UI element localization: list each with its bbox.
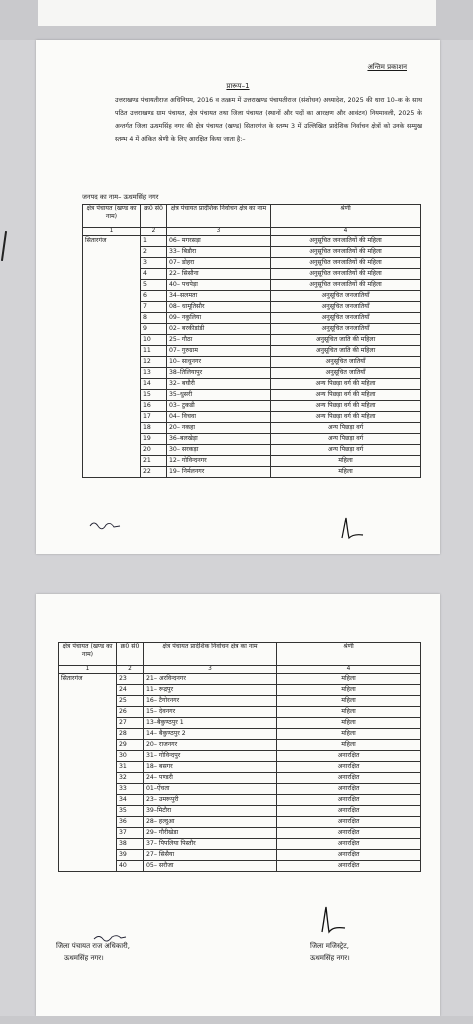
block-cell	[83, 357, 141, 368]
category-cell: अनुसूचित जनजातियाँ	[271, 324, 421, 335]
table-row	[83, 456, 421, 467]
serial-cell: 11	[141, 346, 167, 357]
constituency-cell: 23– उमरूपुरी	[144, 795, 277, 806]
constituency-cell: 07– डोहरा	[167, 258, 271, 269]
constituency-cell: 25– गौठा	[167, 335, 271, 346]
category-cell: अनुसूचित जनजातियों की महिला	[271, 236, 421, 247]
dm-location: ऊधमसिंह नगर।	[310, 954, 350, 962]
table-row	[83, 445, 421, 456]
notification-paragraph: उत्तराखण्ड पंचायतीराज अधिनियम, 2016 व तत्क्रम में उत्तराखण्ड पंचायतीराज (संशोधन) अध्यादेश, 2025 की धारा 10–क के साथ पठित उत्तराखण्ड ग्राम पंचायत, क्षेत्र पंचायत तथा जिला पंचायत (स्थानों और पदों का आरक्षण और आवंटन) नियमावली, 2025 के अन्तर्गत जिला ऊधमसिंह नगर की क्षेत्र पंचायत (खण्ड) सितारगंज के स्तम्भ 3 में उल्लिखित प्रादेशिक निर्वाचन क्षेत्रों को उनके सम्मुख स्तम्भ 4 में अंकित श्रेणी के लिए आरक्षित किया जाता है:–	[115, 97, 422, 143]
pdr-location: ऊधमसिंह नगर।	[64, 954, 104, 962]
header-category: श्रेणी	[271, 205, 421, 228]
block-cell	[59, 729, 117, 740]
header-block-name: क्षेत्र पंचायत (खण्ड का नाम)	[83, 205, 141, 228]
table-row	[59, 674, 421, 685]
block-cell	[59, 839, 117, 850]
column-number: 2	[117, 666, 144, 674]
block-cell	[59, 795, 117, 806]
table-row	[83, 280, 421, 291]
column-number: 3	[167, 228, 271, 236]
table-row	[59, 707, 421, 718]
serial-cell: 5	[141, 280, 167, 291]
block-cell	[59, 696, 117, 707]
block-cell	[59, 861, 117, 872]
category-cell: अन्य पिछड़ा वर्ग की महिला	[271, 412, 421, 423]
table-row	[83, 412, 421, 423]
serial-cell: 13	[141, 368, 167, 379]
block-cell	[83, 346, 141, 357]
reservation-table-2	[58, 642, 421, 872]
category-cell: अनारक्षित	[277, 751, 421, 762]
category-cell: महिला	[277, 707, 421, 718]
serial-cell: 8	[141, 313, 167, 324]
serial-cell: 29	[117, 740, 144, 751]
table-row	[59, 839, 421, 850]
serial-cell: 19	[141, 434, 167, 445]
serial-cell: 20	[141, 445, 167, 456]
constituency-cell: 10– साधुनगर	[167, 357, 271, 368]
block-cell	[83, 434, 141, 445]
block-cell	[59, 828, 117, 839]
column-number: 4	[277, 666, 421, 674]
constituency-cell: 33– बिडौरा	[167, 247, 271, 258]
block-cell	[59, 817, 117, 828]
category-cell: महिला	[277, 729, 421, 740]
pdr-designation: जिला पंचायत राज अधिकारी,	[56, 942, 130, 950]
block-cell	[83, 269, 141, 280]
table-row	[59, 729, 421, 740]
block-cell	[59, 806, 117, 817]
block-cell	[83, 423, 141, 434]
block-cell	[83, 445, 141, 456]
serial-cell: 18	[141, 423, 167, 434]
category-cell: अनारक्षित	[277, 784, 421, 795]
table-row	[83, 401, 421, 412]
header-block-name: क्षेत्र पंचायत (खण्ड का नाम)	[59, 643, 117, 666]
block-cell: सितारगंज	[83, 236, 141, 247]
table-row	[59, 773, 421, 784]
constituency-cell: 11– रूद्रपुर	[144, 685, 277, 696]
block-cell	[59, 762, 117, 773]
block-cell	[83, 313, 141, 324]
background-strip-bottom	[0, 1016, 473, 1024]
serial-cell: 12	[141, 357, 167, 368]
constituency-cell: 29– गौरीखेडा	[144, 828, 277, 839]
serial-cell: 2	[141, 247, 167, 258]
pdr-initials-signature	[88, 520, 122, 530]
block-cell	[59, 740, 117, 751]
block-cell	[59, 773, 117, 784]
category-cell: अनारक्षित	[277, 828, 421, 839]
serial-cell: 4	[141, 269, 167, 280]
block-cell	[83, 467, 141, 478]
serial-cell: 38	[117, 839, 144, 850]
serial-cell: 31	[117, 762, 144, 773]
header-constituency: क्षेत्र पंचायत प्रादेशिक निर्वाचन क्षेत्र का नाम	[144, 643, 277, 666]
table-row	[59, 861, 421, 872]
header-serial: क्र0 सं0	[141, 205, 167, 228]
serial-cell: 25	[117, 696, 144, 707]
constituency-cell: 32– बघौरी	[167, 379, 271, 390]
category-cell: अनारक्षित	[277, 773, 421, 784]
category-cell: अनारक्षित	[277, 817, 421, 828]
dm-designation: जिला मजिस्ट्रेट,	[310, 942, 349, 950]
constituency-cell: 14– बैकुण्ठपुर 2	[144, 729, 277, 740]
constituency-cell: 36–बलखेड़ा	[167, 434, 271, 445]
table-row	[83, 434, 421, 445]
category-cell: अन्य पिछड़ा वर्ग की महिला	[271, 390, 421, 401]
serial-cell: 9	[141, 324, 167, 335]
category-cell: महिला	[271, 467, 421, 478]
final-publication-tag: अन्तिम प्रकाशन	[367, 63, 407, 71]
category-cell: अनुसूचित जनजातियों की महिला	[271, 269, 421, 280]
column-number: 1	[59, 666, 117, 674]
table-row	[83, 346, 421, 357]
constituency-cell: 37– पिपलिया पिस्तौर	[144, 839, 277, 850]
category-cell: अनारक्षित	[277, 839, 421, 850]
serial-cell: 28	[117, 729, 144, 740]
category-cell: अनुसूचित जनजातियाँ	[271, 291, 421, 302]
constituency-cell: 38–तिलियापुर	[167, 368, 271, 379]
document-page-2	[36, 594, 440, 1016]
header-constituency: क्षेत्र पंचायत प्रादेशिक निर्वाचन क्षेत्र का नाम	[167, 205, 271, 228]
serial-cell: 27	[117, 718, 144, 729]
constituency-cell: 04– विचवा	[167, 412, 271, 423]
serial-cell: 15	[141, 390, 167, 401]
document-page-1	[36, 40, 440, 554]
table-row	[59, 795, 421, 806]
table-row	[59, 784, 421, 795]
category-cell: अनुसूचित जनजातियों की महिला	[271, 280, 421, 291]
table-row	[83, 335, 421, 346]
table-row	[83, 247, 421, 258]
category-cell: महिला	[277, 718, 421, 729]
category-cell: अनारक्षित	[277, 850, 421, 861]
block-cell	[59, 685, 117, 696]
category-cell: अन्य पिछड़ा वर्ग	[271, 423, 421, 434]
category-cell: अनुसूचित जाति की महिला	[271, 346, 421, 357]
serial-cell: 22	[141, 467, 167, 478]
constituency-cell: 20– नकहा	[167, 423, 271, 434]
serial-cell: 36	[117, 817, 144, 828]
serial-cell: 37	[117, 828, 144, 839]
header-serial: क्र0 सं0	[117, 643, 144, 666]
table-row	[83, 313, 421, 324]
column-number: 1	[83, 228, 141, 236]
block-cell	[83, 368, 141, 379]
category-cell: अनुसूचित जनजातियों की महिला	[271, 258, 421, 269]
category-cell: अन्य पिछड़ा वर्ग	[271, 445, 421, 456]
constituency-cell: 24– पण्डरी	[144, 773, 277, 784]
table-row	[59, 685, 421, 696]
table-row	[59, 740, 421, 751]
constituency-cell: 15– देवनगर	[144, 707, 277, 718]
category-cell: महिला	[277, 674, 421, 685]
block-cell	[59, 707, 117, 718]
table-row	[59, 718, 421, 729]
block-cell	[83, 280, 141, 291]
category-cell: अनारक्षित	[277, 806, 421, 817]
constituency-cell: 19– निर्मलनगर	[167, 467, 271, 478]
column-number: 4	[271, 228, 421, 236]
table-row	[59, 762, 421, 773]
constituency-cell: 27– सिसैया	[144, 850, 277, 861]
table-row	[59, 828, 421, 839]
constituency-cell: 22– सिसौना	[167, 269, 271, 280]
category-cell: अनुसूचित जातियाँ	[271, 357, 421, 368]
serial-cell: 40	[117, 861, 144, 872]
category-cell: महिला	[277, 740, 421, 751]
table-row	[83, 236, 421, 247]
reservation-table-1	[82, 204, 421, 478]
block-cell	[83, 324, 141, 335]
serial-cell: 1	[141, 236, 167, 247]
table-row	[83, 467, 421, 478]
column-number: 2	[141, 228, 167, 236]
category-cell: अनुसूचित जातियाँ	[271, 368, 421, 379]
serial-cell: 16	[141, 401, 167, 412]
table-row	[83, 269, 421, 280]
category-cell: अनुसूचित जनजातियाँ	[271, 313, 421, 324]
constituency-cell: 39–मिटौरा	[144, 806, 277, 817]
block-cell	[59, 850, 117, 861]
serial-cell: 34	[117, 795, 144, 806]
category-cell: अन्य पिछड़ा वर्ग की महिला	[271, 401, 421, 412]
serial-cell: 32	[117, 773, 144, 784]
block-cell	[83, 379, 141, 390]
block-cell	[83, 390, 141, 401]
category-cell: महिला	[277, 685, 421, 696]
constituency-cell: 40– पचपेड़ा	[167, 280, 271, 291]
constituency-cell: 35–धुसरी	[167, 390, 271, 401]
constituency-cell: 09– नकुलिया	[167, 313, 271, 324]
category-cell: महिला	[271, 456, 421, 467]
serial-cell: 35	[117, 806, 144, 817]
serial-cell: 30	[117, 751, 144, 762]
table-row	[59, 806, 421, 817]
constituency-cell: 03– टुकडी	[167, 401, 271, 412]
table-row	[83, 302, 421, 313]
serial-cell: 33	[117, 784, 144, 795]
block-cell	[83, 302, 141, 313]
block-cell	[59, 784, 117, 795]
serial-cell: 24	[117, 685, 144, 696]
table-row	[59, 696, 421, 707]
constituency-cell: 05– सरौजा	[144, 861, 277, 872]
block-cell: सितारगंज	[59, 674, 117, 685]
block-cell	[83, 456, 141, 467]
block-cell	[83, 291, 141, 302]
table-row	[83, 379, 421, 390]
constituency-cell: 18– बसगर	[144, 762, 277, 773]
constituency-cell: 20– राजनगर	[144, 740, 277, 751]
serial-cell: 17	[141, 412, 167, 423]
constituency-cell: 31– गोविन्दपुर	[144, 751, 277, 762]
category-cell: अन्य पिछड़ा वर्ग	[271, 434, 421, 445]
table-row	[83, 291, 421, 302]
constituency-cell: 06– मगरसड़ा	[167, 236, 271, 247]
previous-page-edge	[38, 0, 436, 26]
table-row	[83, 423, 421, 434]
dm-signature-page-2	[314, 904, 348, 936]
district-name: जनपद का नाम– ऊधमसिंह नगर	[82, 193, 159, 201]
category-cell: अनुसूचित जाति की महिला	[271, 335, 421, 346]
category-cell: अनुसूचित जनजातियों की महिला	[271, 247, 421, 258]
block-cell	[83, 412, 141, 423]
serial-cell: 7	[141, 302, 167, 313]
constituency-cell: 02– बरकीडांडी	[167, 324, 271, 335]
constituency-cell: 21– अरविन्दनगर	[144, 674, 277, 685]
table-row	[83, 357, 421, 368]
serial-cell: 3	[141, 258, 167, 269]
constituency-cell: 13–बैकुण्ठपुर 1	[144, 718, 277, 729]
constituency-cell: 16– टैगोरनगर	[144, 696, 277, 707]
category-cell: अनारक्षित	[277, 795, 421, 806]
block-cell	[83, 247, 141, 258]
table-row	[83, 258, 421, 269]
table-row	[83, 324, 421, 335]
table-row	[59, 751, 421, 762]
table-row	[59, 817, 421, 828]
block-cell	[83, 335, 141, 346]
constituency-cell: 28– हल्दुआ	[144, 817, 277, 828]
dm-signature-block	[310, 940, 350, 964]
block-cell	[59, 718, 117, 729]
table-row	[59, 850, 421, 861]
constituency-cell: 01–ऐंचता	[144, 784, 277, 795]
category-cell: महिला	[277, 696, 421, 707]
serial-cell: 39	[117, 850, 144, 861]
margin-pen-mark	[1, 231, 7, 261]
pdr-signature-block	[56, 940, 130, 964]
constituency-cell: 34–सलमता	[167, 291, 271, 302]
constituency-cell: 07– गुरुग्राम	[167, 346, 271, 357]
serial-cell: 21	[141, 456, 167, 467]
constituency-cell: 30– सरकड़ा	[167, 445, 271, 456]
table-row	[83, 368, 421, 379]
block-cell	[83, 258, 141, 269]
category-cell: अनुसूचित जनजातियाँ	[271, 302, 421, 313]
serial-cell: 6	[141, 291, 167, 302]
serial-cell: 10	[141, 335, 167, 346]
category-cell: अन्य पिछड़ा वर्ग की महिला	[271, 379, 421, 390]
header-category: श्रेणी	[277, 643, 421, 666]
serial-cell: 23	[117, 674, 144, 685]
dm-signature-page-1	[336, 516, 366, 542]
table-row	[83, 390, 421, 401]
block-cell	[83, 401, 141, 412]
column-number: 3	[144, 666, 277, 674]
serial-cell: 14	[141, 379, 167, 390]
constituency-cell: 08– धामूतिसौर	[167, 302, 271, 313]
serial-cell: 26	[117, 707, 144, 718]
block-cell	[59, 751, 117, 762]
form-title: प्रारूप–1	[226, 82, 250, 90]
constituency-cell: 12– गोविन्दनगर	[167, 456, 271, 467]
category-cell: अनारक्षित	[277, 861, 421, 872]
category-cell: अनारक्षित	[277, 762, 421, 773]
